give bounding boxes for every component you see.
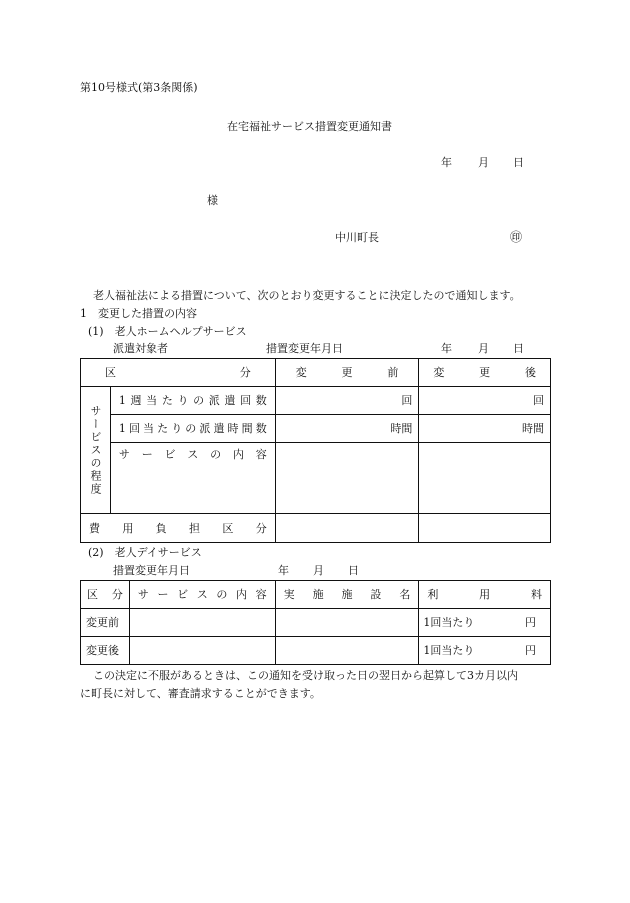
- date-day: 日: [513, 156, 524, 169]
- date-month: 月: [478, 156, 489, 169]
- form-number: 第10号様式(第3条関係): [80, 81, 198, 94]
- homehelp-table: [80, 358, 551, 543]
- document-title: 在宅福祉サービス措置変更通知書: [227, 120, 392, 133]
- subsection1-heading: (1) 老人ホームヘルプサービス: [88, 325, 247, 338]
- header-after-cell: [419, 359, 551, 387]
- dispatch-target-label: 派遣対象者: [113, 342, 168, 355]
- notice-line-1: この決定に不服があるときは、この通知を受け取った日の翌日から起算して3カ月以内: [93, 669, 518, 682]
- header-before: 変更前: [295, 366, 399, 379]
- t2-head-category-cell: [81, 581, 130, 609]
- issuer-name: 中川町長: [335, 231, 379, 244]
- header-before-cell: [275, 359, 419, 387]
- row-cost-label: 費用負担区分: [89, 521, 267, 535]
- section1-heading: 1 変更した措置の内容: [80, 307, 197, 320]
- t2-head-content: サービスの内容: [137, 588, 267, 601]
- t2-row-after-facility: [275, 637, 419, 665]
- t2-row-before-content: [129, 609, 275, 637]
- change-date-day: 日: [513, 342, 524, 355]
- change-date-month: 月: [478, 342, 489, 355]
- subsection2-heading: (2) 老人デイサービス: [88, 546, 202, 559]
- t2-before-per-use: 1回当たり: [423, 616, 475, 629]
- header-after: 変更後: [433, 366, 536, 379]
- row-content-label-cell: [110, 443, 275, 514]
- change-date-year: 年: [441, 342, 452, 355]
- t2-head-facility-cell: [275, 581, 419, 609]
- dayservice-table: [80, 580, 551, 665]
- t2-row-before-fee: [419, 609, 551, 637]
- t2-head-category: 区分: [87, 588, 123, 601]
- t2-head-fee-cell: [419, 581, 551, 609]
- row-hours-label: 1回当たりの派遣時間数: [118, 422, 267, 435]
- date-year: 年: [441, 156, 452, 169]
- t2-row-before-label: 変更前: [81, 609, 130, 637]
- intro-text: 老人福祉法による措置について、次のとおり変更することに決定したので通知します。: [93, 289, 521, 302]
- seal-mark: ㊞: [510, 230, 523, 244]
- cost-before: [275, 514, 419, 543]
- cost-after: [419, 514, 551, 543]
- t2-head-fee: 利用料: [427, 588, 542, 601]
- notice-line-2: に町長に対して、審査請求することができます。: [80, 687, 321, 700]
- t2-row-after-fee: [419, 637, 551, 665]
- content-before: [275, 443, 419, 514]
- t2-head-content-cell: [129, 581, 275, 609]
- side-label-cell: [81, 387, 111, 514]
- hours-after: 時間: [419, 415, 551, 443]
- row-weekly-count-label-cell: [110, 387, 275, 415]
- header-bun: 分: [239, 366, 251, 379]
- header-ku: 区: [105, 366, 116, 379]
- side-label: サービスの程度: [88, 404, 102, 496]
- change-date2-year: 年: [278, 564, 289, 577]
- change-date-label2: 措置変更年月日: [113, 564, 190, 577]
- t2-after-per-use: 1回当たり: [423, 644, 475, 657]
- t2-after-yen: 円: [525, 644, 536, 657]
- t2-head-facility: 実施施設名: [283, 588, 411, 601]
- weekly-count-before: 回: [275, 387, 419, 415]
- header-category-cell: [81, 359, 276, 387]
- t2-row-after-label: 変更後: [81, 637, 130, 665]
- t2-before-yen: 円: [525, 616, 536, 629]
- hours-before: 時間: [275, 415, 419, 443]
- t2-row-before-facility: [275, 609, 419, 637]
- content-after: [419, 443, 551, 514]
- row-hours-label-cell: [110, 415, 275, 443]
- recipient-suffix: 様: [207, 194, 218, 207]
- change-date2-day: 日: [348, 564, 359, 577]
- change-date2-month: 月: [313, 564, 324, 577]
- row-cost-label-cell: [81, 514, 276, 543]
- t2-row-after-content: [129, 637, 275, 665]
- weekly-count-after: 回: [419, 387, 551, 415]
- change-date-label: 措置変更年月日: [266, 342, 343, 355]
- row-content-label: サービスの内容: [118, 448, 267, 461]
- row-weekly-count-label: 1週当たりの派遣回数: [118, 394, 267, 407]
